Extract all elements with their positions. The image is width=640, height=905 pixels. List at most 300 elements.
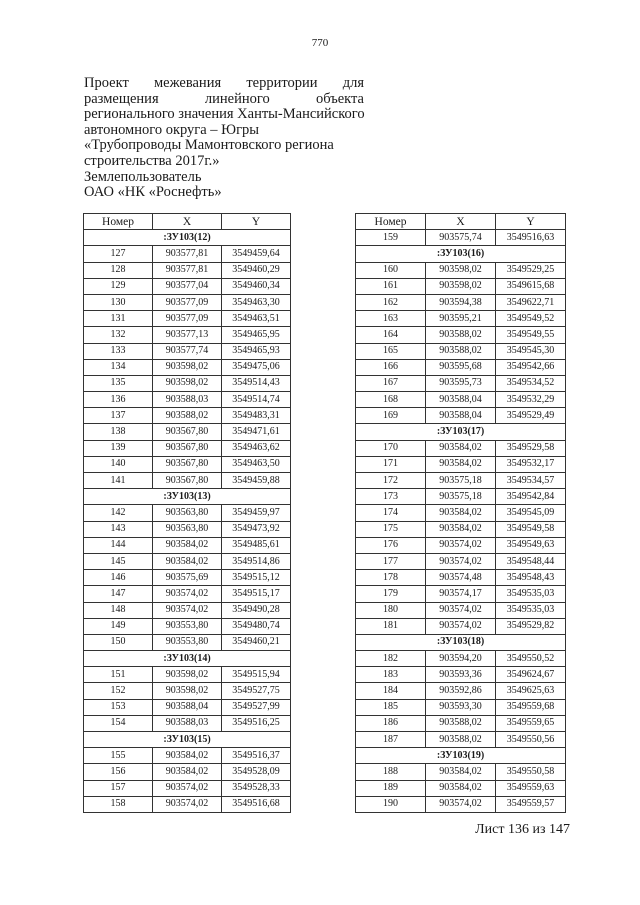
table-row <box>84 764 291 780</box>
table-row <box>84 262 291 278</box>
x-coordinate: 903577,09 <box>153 294 222 310</box>
table-row <box>356 456 566 472</box>
y-coordinate: 3549483,31 <box>222 408 291 424</box>
table-row <box>356 392 566 408</box>
table-row <box>84 473 291 489</box>
point-number: 161 <box>356 278 426 294</box>
table-row <box>84 327 291 343</box>
y-coordinate: 3549532,29 <box>496 392 566 408</box>
point-number: 188 <box>356 764 426 780</box>
x-coordinate: 903577,81 <box>153 262 222 278</box>
x-coordinate: 903577,04 <box>153 278 222 294</box>
x-coordinate: 903588,04 <box>153 699 222 715</box>
point-number: 151 <box>84 667 153 683</box>
y-coordinate: 3549463,51 <box>222 311 291 327</box>
table-row <box>356 732 566 748</box>
document-title <box>84 76 364 201</box>
table-row <box>356 359 566 375</box>
x-coordinate: 903584,02 <box>153 764 222 780</box>
x-coordinate: 903575,69 <box>153 570 222 586</box>
y-coordinate: 3549516,68 <box>222 796 291 812</box>
y-coordinate: 3549516,63 <box>496 230 566 246</box>
x-coordinate: 903574,02 <box>426 602 496 618</box>
sheet-label: Лист 136 из 147 <box>475 822 570 837</box>
y-coordinate: 3549514,43 <box>222 375 291 391</box>
x-coordinate: 903563,80 <box>153 505 222 521</box>
table-row <box>84 634 291 650</box>
point-number: 185 <box>356 699 426 715</box>
table-row <box>356 521 566 537</box>
table-row <box>84 796 291 812</box>
x-coordinate: 903595,73 <box>426 375 496 391</box>
y-coordinate: 3549549,52 <box>496 311 566 327</box>
title-line-1 <box>84 76 364 92</box>
point-number: 182 <box>356 651 426 667</box>
point-number: 139 <box>84 440 153 456</box>
point-number: 134 <box>84 359 153 375</box>
y-coordinate: 3549532,17 <box>496 456 566 472</box>
point-number: 128 <box>84 262 153 278</box>
title-line-5: «Трубопроводы Мамонтовского региона <box>84 137 334 154</box>
x-coordinate: 903588,02 <box>426 343 496 359</box>
x-coordinate: 903574,02 <box>153 796 222 812</box>
table-row <box>84 748 291 764</box>
y-coordinate: 3549473,92 <box>222 521 291 537</box>
point-number: 187 <box>356 732 426 748</box>
y-coordinate: 3549459,97 <box>222 505 291 521</box>
x-coordinate: 903584,02 <box>426 764 496 780</box>
table-header-row <box>356 214 566 230</box>
table-row <box>356 537 566 553</box>
table-row <box>356 586 566 602</box>
x-coordinate: 903588,03 <box>153 715 222 731</box>
x-coordinate: 903577,09 <box>153 311 222 327</box>
title-line-3: регионального значения Ханты-Мансийского <box>84 106 365 123</box>
x-coordinate: 903588,02 <box>426 327 496 343</box>
table-row <box>84 667 291 683</box>
x-coordinate: 903598,02 <box>153 667 222 683</box>
x-coordinate: 903595,21 <box>426 311 496 327</box>
column-header-number: Номер <box>84 214 153 230</box>
y-coordinate: 3549463,30 <box>222 294 291 310</box>
point-number: 166 <box>356 359 426 375</box>
point-number: 160 <box>356 262 426 278</box>
y-coordinate: 3549545,09 <box>496 505 566 521</box>
y-coordinate: 3549515,12 <box>222 570 291 586</box>
point-number: 135 <box>84 375 153 391</box>
table-row <box>84 424 291 440</box>
point-number: 186 <box>356 715 426 731</box>
x-coordinate: 903595,68 <box>426 359 496 375</box>
table-row <box>356 294 566 310</box>
y-coordinate: 3549622,71 <box>496 294 566 310</box>
y-coordinate: 3549559,65 <box>496 715 566 731</box>
x-coordinate: 903588,02 <box>426 715 496 731</box>
x-coordinate: 903588,03 <box>153 392 222 408</box>
section-label: :ЗУ103(13) <box>84 489 291 505</box>
title-word: для <box>342 75 364 91</box>
table-row <box>84 359 291 375</box>
x-coordinate: 903584,02 <box>426 780 496 796</box>
x-coordinate: 903574,02 <box>153 586 222 602</box>
point-number: 168 <box>356 392 426 408</box>
table-row <box>84 699 291 715</box>
point-number: 137 <box>84 408 153 424</box>
x-coordinate: 903567,80 <box>153 473 222 489</box>
y-coordinate: 3549465,95 <box>222 327 291 343</box>
title-line-4: автономного округа – Югры <box>84 121 260 138</box>
table-row <box>84 553 291 569</box>
point-number: 171 <box>356 456 426 472</box>
y-coordinate: 3549535,03 <box>496 586 566 602</box>
point-number: 170 <box>356 440 426 456</box>
point-number: 165 <box>356 343 426 359</box>
y-coordinate: 3549527,99 <box>222 699 291 715</box>
x-coordinate: 903584,02 <box>153 748 222 764</box>
x-coordinate: 903567,80 <box>153 424 222 440</box>
table-row <box>84 311 291 327</box>
table-row <box>356 618 566 634</box>
point-number: 190 <box>356 796 426 812</box>
table-row <box>84 570 291 586</box>
y-coordinate: 3549625,63 <box>496 683 566 699</box>
point-number: 159 <box>356 230 426 246</box>
x-coordinate: 903574,02 <box>426 537 496 553</box>
y-coordinate: 3549459,64 <box>222 246 291 262</box>
y-coordinate: 3549549,55 <box>496 327 566 343</box>
section-label: :ЗУ103(16) <box>356 246 566 262</box>
table-row <box>84 278 291 294</box>
y-coordinate: 3549485,61 <box>222 537 291 553</box>
table-row <box>84 440 291 456</box>
point-number: 172 <box>356 473 426 489</box>
section-label: :ЗУ103(14) <box>84 651 291 667</box>
x-coordinate: 903592,86 <box>426 683 496 699</box>
point-number: 184 <box>356 683 426 699</box>
x-coordinate: 903588,02 <box>153 408 222 424</box>
section-row <box>356 748 566 764</box>
table-row <box>356 570 566 586</box>
section-row <box>84 732 291 748</box>
point-number: 153 <box>84 699 153 715</box>
point-number: 133 <box>84 343 153 359</box>
x-coordinate: 903594,38 <box>426 294 496 310</box>
table-row <box>84 408 291 424</box>
y-coordinate: 3549624,67 <box>496 667 566 683</box>
y-coordinate: 3549516,25 <box>222 715 291 731</box>
table-row <box>84 602 291 618</box>
point-number: 141 <box>84 473 153 489</box>
point-number: 175 <box>356 521 426 537</box>
point-number: 181 <box>356 618 426 634</box>
column-header-y: Y <box>222 214 291 230</box>
x-coordinate: 903588,04 <box>426 392 496 408</box>
x-coordinate: 903567,80 <box>153 456 222 472</box>
point-number: 142 <box>84 505 153 521</box>
point-number: 167 <box>356 375 426 391</box>
x-coordinate: 903593,36 <box>426 667 496 683</box>
table-row <box>356 651 566 667</box>
column-header-number: Номер <box>356 214 426 230</box>
point-number: 140 <box>84 456 153 472</box>
title-word: территории <box>246 75 318 91</box>
y-coordinate: 3549550,52 <box>496 651 566 667</box>
y-coordinate: 3549535,03 <box>496 602 566 618</box>
x-coordinate: 903598,02 <box>153 375 222 391</box>
table-row <box>356 408 566 424</box>
table-row <box>84 780 291 796</box>
point-number: 127 <box>84 246 153 262</box>
x-coordinate: 903577,13 <box>153 327 222 343</box>
point-number: 149 <box>84 618 153 634</box>
point-number: 144 <box>84 537 153 553</box>
title-line-6: строительства 2017г.» <box>84 152 220 169</box>
point-number: 132 <box>84 327 153 343</box>
x-coordinate: 903593,30 <box>426 699 496 715</box>
table-row <box>84 683 291 699</box>
y-coordinate: 3549529,58 <box>496 440 566 456</box>
x-coordinate: 903598,02 <box>153 359 222 375</box>
y-coordinate: 3549480,74 <box>222 618 291 634</box>
point-number: 180 <box>356 602 426 618</box>
x-coordinate: 903584,02 <box>153 553 222 569</box>
section-row <box>356 634 566 650</box>
point-number: 150 <box>84 634 153 650</box>
point-number: 146 <box>84 570 153 586</box>
table-row <box>356 278 566 294</box>
table-row <box>356 343 566 359</box>
table-row <box>356 764 566 780</box>
y-coordinate: 3549465,93 <box>222 343 291 359</box>
point-number: 145 <box>84 553 153 569</box>
table-row <box>356 311 566 327</box>
table-row <box>84 521 291 537</box>
column-header-x: X <box>153 214 222 230</box>
table-row <box>84 246 291 262</box>
coordinates-table-left <box>83 213 291 813</box>
point-number: 158 <box>84 796 153 812</box>
table-row <box>356 327 566 343</box>
table-row <box>356 796 566 812</box>
point-number: 174 <box>356 505 426 521</box>
x-coordinate: 903584,02 <box>426 456 496 472</box>
y-coordinate: 3549463,50 <box>222 456 291 472</box>
section-label: :ЗУ103(18) <box>356 634 566 650</box>
y-coordinate: 3549475,06 <box>222 359 291 375</box>
point-number: 179 <box>356 586 426 602</box>
x-coordinate: 903598,02 <box>426 278 496 294</box>
title-word: объекта <box>315 90 364 107</box>
table-row <box>356 602 566 618</box>
y-coordinate: 3549534,57 <box>496 473 566 489</box>
title-word: размещения <box>84 90 159 107</box>
y-coordinate: 3549559,63 <box>496 780 566 796</box>
y-coordinate: 3549549,58 <box>496 521 566 537</box>
point-number: 155 <box>84 748 153 764</box>
point-number: 177 <box>356 553 426 569</box>
section-row <box>356 246 566 262</box>
y-coordinate: 3549459,88 <box>222 473 291 489</box>
table-row <box>84 586 291 602</box>
x-coordinate: 903574,17 <box>426 586 496 602</box>
y-coordinate: 3549559,57 <box>496 796 566 812</box>
x-coordinate: 903574,02 <box>426 618 496 634</box>
table-row <box>356 375 566 391</box>
section-label: :ЗУ103(15) <box>84 732 291 748</box>
y-coordinate: 3549529,82 <box>496 618 566 634</box>
point-number: 152 <box>84 683 153 699</box>
y-coordinate: 3549615,68 <box>496 278 566 294</box>
table-row <box>356 262 566 278</box>
x-coordinate: 903598,02 <box>153 683 222 699</box>
table-row <box>84 456 291 472</box>
table-row <box>356 715 566 731</box>
x-coordinate: 903594,20 <box>426 651 496 667</box>
column-header-y: Y <box>496 214 566 230</box>
title-line-8: ОАО «НК «Роснефть» <box>84 184 222 201</box>
title-word: межевания <box>153 75 222 91</box>
coordinates-table-right <box>355 213 566 813</box>
x-coordinate: 903574,48 <box>426 570 496 586</box>
y-coordinate: 3549542,84 <box>496 489 566 505</box>
table-row <box>356 230 566 246</box>
y-coordinate: 3549545,30 <box>496 343 566 359</box>
x-coordinate: 903574,02 <box>426 553 496 569</box>
y-coordinate: 3549542,66 <box>496 359 566 375</box>
y-coordinate: 3549550,56 <box>496 732 566 748</box>
x-coordinate: 903598,02 <box>426 262 496 278</box>
y-coordinate: 3549515,94 <box>222 667 291 683</box>
table-row <box>84 375 291 391</box>
table-row <box>84 537 291 553</box>
x-coordinate: 903577,74 <box>153 343 222 359</box>
table-row <box>356 553 566 569</box>
table-row <box>356 489 566 505</box>
x-coordinate: 903553,80 <box>153 618 222 634</box>
y-coordinate: 3549516,37 <box>222 748 291 764</box>
section-row <box>84 489 291 505</box>
y-coordinate: 3549460,34 <box>222 278 291 294</box>
section-label: :ЗУ103(19) <box>356 748 566 764</box>
y-coordinate: 3549550,58 <box>496 764 566 780</box>
point-number: 138 <box>84 424 153 440</box>
y-coordinate: 3549490,28 <box>222 602 291 618</box>
title-line-7: Землепользователь <box>84 168 202 185</box>
x-coordinate: 903575,18 <box>426 489 496 505</box>
table-row <box>356 780 566 796</box>
point-number: 163 <box>356 311 426 327</box>
column-header-x: X <box>426 214 496 230</box>
y-coordinate: 3549460,29 <box>222 262 291 278</box>
table-row <box>356 667 566 683</box>
table-row <box>84 294 291 310</box>
y-coordinate: 3549528,33 <box>222 780 291 796</box>
section-label: :ЗУ103(17) <box>356 424 566 440</box>
x-coordinate: 903588,04 <box>426 408 496 424</box>
section-label: :ЗУ103(12) <box>84 230 291 246</box>
y-coordinate: 3549527,75 <box>222 683 291 699</box>
x-coordinate: 903577,81 <box>153 246 222 262</box>
section-row <box>356 424 566 440</box>
table-row <box>84 392 291 408</box>
y-coordinate: 3549515,17 <box>222 586 291 602</box>
y-coordinate: 3549514,86 <box>222 553 291 569</box>
x-coordinate: 903567,80 <box>153 440 222 456</box>
x-coordinate: 903574,02 <box>153 780 222 796</box>
y-coordinate: 3549471,61 <box>222 424 291 440</box>
point-number: 176 <box>356 537 426 553</box>
table-row <box>356 699 566 715</box>
x-coordinate: 903584,02 <box>153 537 222 553</box>
table-row <box>356 440 566 456</box>
table-row <box>356 683 566 699</box>
point-number: 157 <box>84 780 153 796</box>
y-coordinate: 3549514,74 <box>222 392 291 408</box>
x-coordinate: 903553,80 <box>153 634 222 650</box>
y-coordinate: 3549548,43 <box>496 570 566 586</box>
table-row <box>84 618 291 634</box>
y-coordinate: 3549534,52 <box>496 375 566 391</box>
point-number: 148 <box>84 602 153 618</box>
point-number: 156 <box>84 764 153 780</box>
y-coordinate: 3549529,25 <box>496 262 566 278</box>
section-row <box>84 651 291 667</box>
y-coordinate: 3549460,21 <box>222 634 291 650</box>
point-number: 154 <box>84 715 153 731</box>
y-coordinate: 3549528,09 <box>222 764 291 780</box>
table-row <box>356 473 566 489</box>
y-coordinate: 3549559,68 <box>496 699 566 715</box>
table-row <box>84 715 291 731</box>
title-word: Проект <box>84 75 129 91</box>
y-coordinate: 3549549,63 <box>496 537 566 553</box>
x-coordinate: 903575,74 <box>426 230 496 246</box>
point-number: 169 <box>356 408 426 424</box>
point-number: 178 <box>356 570 426 586</box>
point-number: 130 <box>84 294 153 310</box>
x-coordinate: 903575,18 <box>426 473 496 489</box>
point-number: 147 <box>84 586 153 602</box>
x-coordinate: 903584,02 <box>426 440 496 456</box>
x-coordinate: 903563,80 <box>153 521 222 537</box>
point-number: 131 <box>84 311 153 327</box>
x-coordinate: 903584,02 <box>426 505 496 521</box>
x-coordinate: 903574,02 <box>153 602 222 618</box>
y-coordinate: 3549548,44 <box>496 553 566 569</box>
y-coordinate: 3549529,49 <box>496 408 566 424</box>
page-number: 770 <box>311 37 329 49</box>
section-row <box>84 230 291 246</box>
title-line-2 <box>84 92 364 108</box>
point-number: 143 <box>84 521 153 537</box>
point-number: 162 <box>356 294 426 310</box>
table-row <box>356 505 566 521</box>
x-coordinate: 903574,02 <box>426 796 496 812</box>
point-number: 189 <box>356 780 426 796</box>
x-coordinate: 903588,02 <box>426 732 496 748</box>
point-number: 173 <box>356 489 426 505</box>
y-coordinate: 3549463,62 <box>222 440 291 456</box>
table-header-row <box>84 214 291 230</box>
point-number: 136 <box>84 392 153 408</box>
table-row <box>84 505 291 521</box>
x-coordinate: 903584,02 <box>426 521 496 537</box>
point-number: 183 <box>356 667 426 683</box>
point-number: 129 <box>84 278 153 294</box>
title-word: линейного <box>204 90 270 107</box>
table-row <box>84 343 291 359</box>
point-number: 164 <box>356 327 426 343</box>
